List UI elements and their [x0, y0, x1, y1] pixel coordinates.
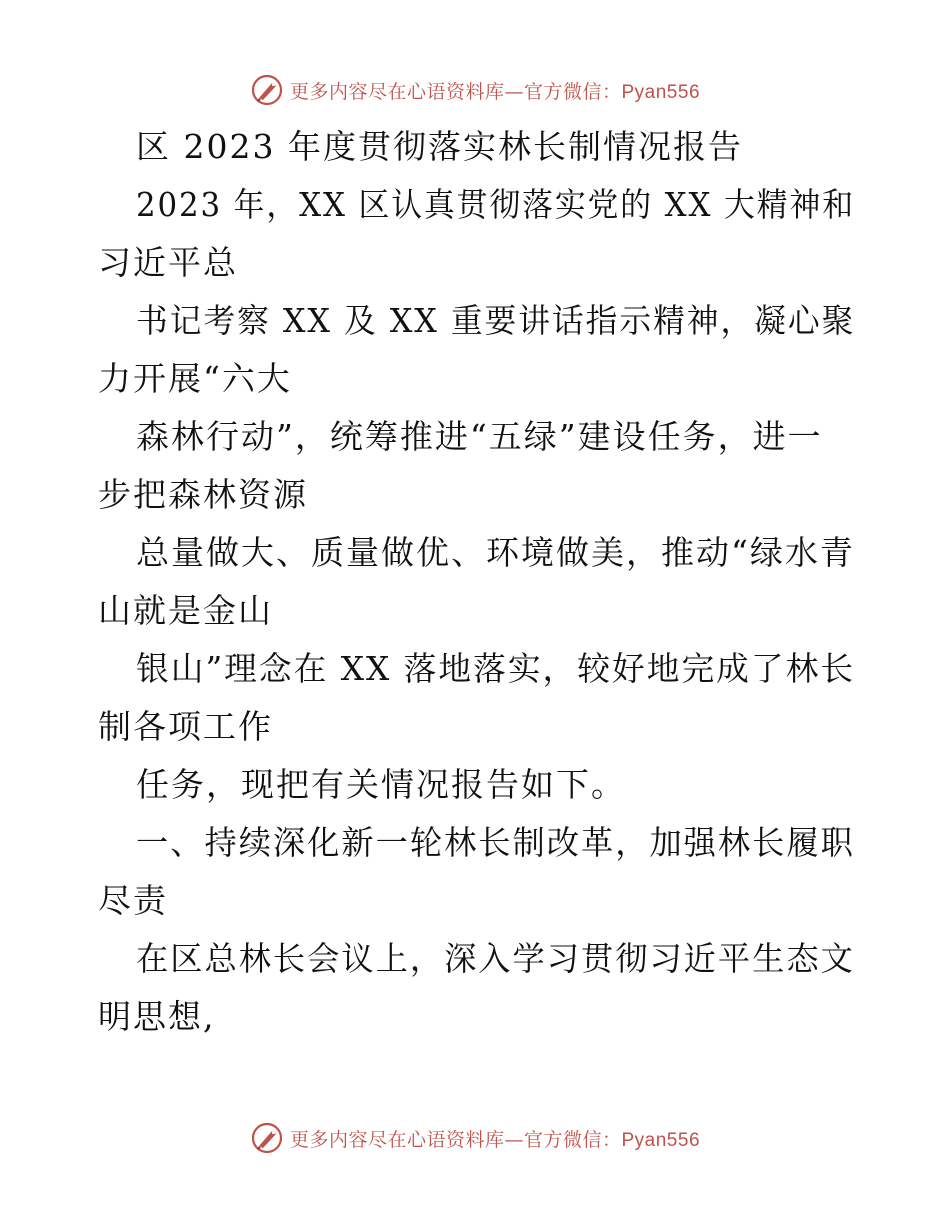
text-line: 森林行动”，统筹推进“五绿”建设任务，进一 — [136, 417, 823, 456]
text-line: 银山”理念在 XX 落地落实，较好地完成了林长 — [136, 649, 856, 688]
text-line: 明思想, — [98, 997, 216, 1036]
text-line: 力开展“六大 — [98, 359, 292, 398]
text-line: 山就是金山 — [98, 591, 273, 630]
text-line: 总量做大、质量做优、环境做美，推动“绿水青 — [136, 533, 855, 572]
text-line: 任务，现把有关情况报告如下。 — [136, 765, 626, 804]
watermark-main: 更多内容尽在心语资料库—官方微信： — [289, 1128, 622, 1151]
text-line: 一、持续深化新一轮林长制改革，加强林长履职 — [136, 823, 855, 862]
text-line: 区 2023 年度贯彻落实林长制情况报告 — [136, 127, 743, 166]
watermark-text — [290, 77, 700, 104]
watermark-id: Pyan556 — [621, 1129, 701, 1151]
text-line: 制各项工作 — [98, 707, 273, 746]
text-line: 书记考察 XX 及 XX 重要讲话指示精神，凝心聚 — [136, 301, 856, 340]
watermark-id: Pyan556 — [621, 81, 701, 103]
watermark-group — [250, 73, 700, 107]
pen-nib-icon — [250, 73, 284, 107]
text-line: 习近平总 — [98, 243, 238, 282]
text-line: 尽责 — [98, 881, 168, 920]
pen-nib-icon — [250, 1121, 284, 1155]
watermark-main: 更多内容尽在心语资料库—官方微信： — [289, 80, 622, 103]
watermark-text — [290, 1125, 700, 1152]
watermark-group — [250, 1121, 700, 1155]
text-line: 2023 年，XX 区认真贯彻落实党的 XX 大精神和 — [136, 185, 855, 224]
header-watermark — [0, 70, 950, 110]
footer-watermark — [0, 1118, 950, 1158]
text-line: 步把森林资源 — [98, 475, 308, 514]
text-line: 在区总林长会议上，深入学习贯彻习近平生态文 — [136, 939, 855, 978]
